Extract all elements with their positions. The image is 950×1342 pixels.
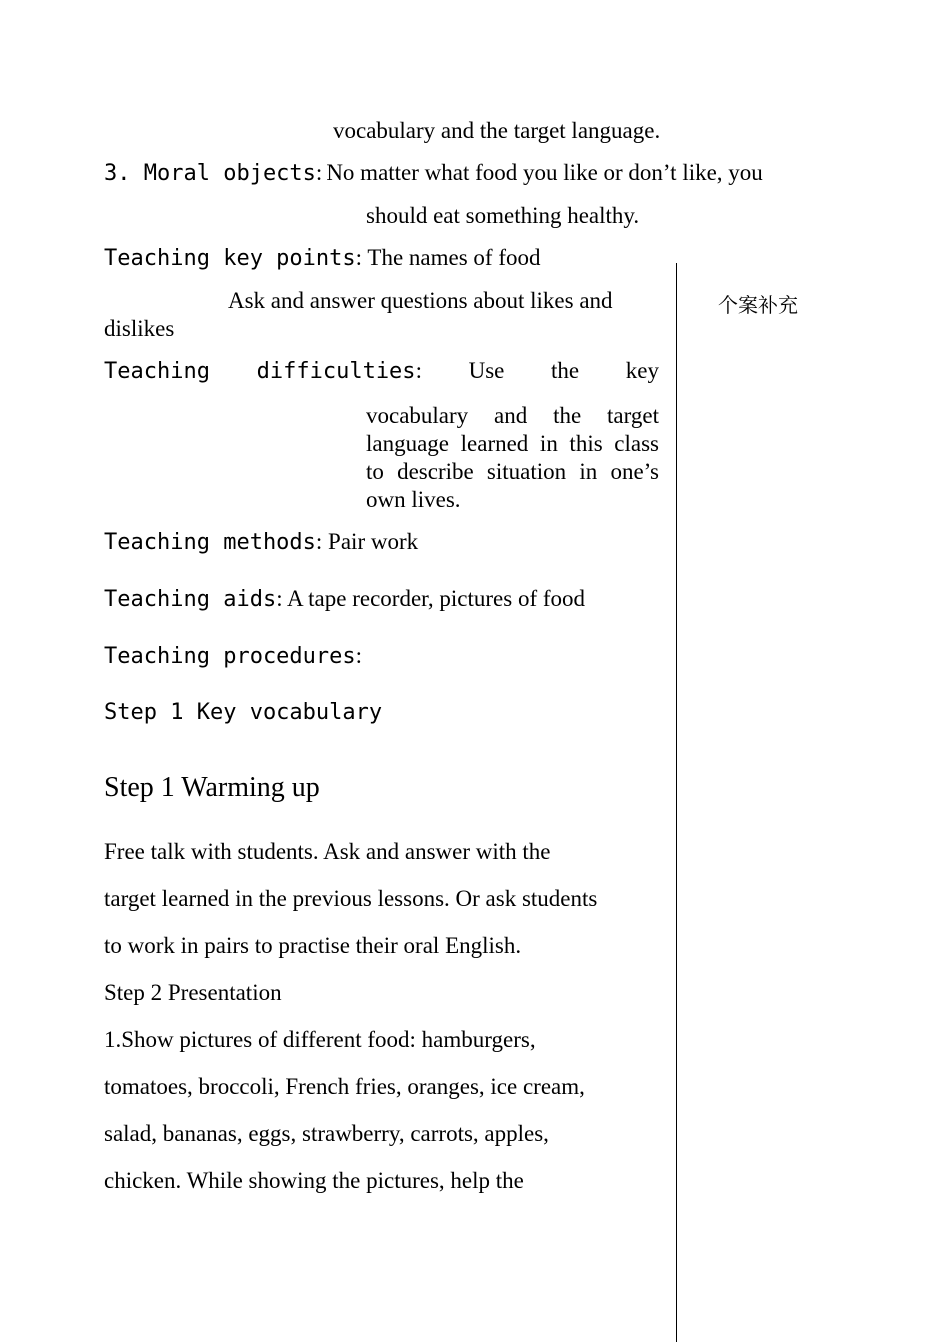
- key-points-text-2: Ask and answer questions about likes and: [228, 288, 613, 313]
- difficulties-word-3: key: [625, 358, 659, 383]
- difficulties-label-2: difficulties: [256, 359, 416, 384]
- key-points-text: : The names of food: [355, 245, 541, 270]
- procedures-colon: :: [355, 643, 363, 668]
- step2-presentation: Step 2 Presentation: [104, 980, 282, 1005]
- step1-warming-up: Step 1 Warming up: [104, 772, 320, 803]
- paragraph1-line1: Free talk with students. Ask and answer with the: [104, 839, 551, 864]
- paragraph1-line3: to work in pairs to practise their oral English.: [104, 933, 522, 958]
- moral-objects-label: 3. Moral objects: [104, 161, 316, 186]
- paragraph1-line2: target learned in the previous lessons. Or ask students: [104, 886, 598, 911]
- difficulties-line: [104, 358, 659, 384]
- difficulties-label-1: Teaching: [104, 359, 210, 384]
- procedures-label: Teaching procedures: [104, 644, 356, 669]
- methods-line: [104, 529, 418, 555]
- vocab-target-line: vocabulary and the target language.: [333, 118, 661, 143]
- side-note-label: 个案补充: [718, 293, 798, 317]
- paragraph2-line1: 1.Show pictures of different food: hamburgers,: [104, 1027, 536, 1052]
- step1-key-vocabulary: Step 1 Key vocabulary: [104, 700, 383, 725]
- difficulties-word-2: the: [551, 358, 580, 383]
- aids-text: : A tape recorder, pictures of food: [276, 586, 586, 611]
- difficulties-colon: :: [415, 358, 422, 383]
- paragraph2-line2: tomatoes, broccoli, French fries, oranges, ice cream,: [104, 1074, 585, 1099]
- aids-label: Teaching aids: [104, 587, 277, 612]
- margin-divider-line: [676, 263, 677, 1342]
- paragraph2-line3: salad, bananas, eggs, strawberry, carrots, apples,: [104, 1121, 549, 1146]
- moral-objects-line: [104, 160, 763, 186]
- difficulties-text: vocabulary and the target language learned in this class to describe situation in one’s own lives.: [366, 403, 659, 512]
- moral-objects-text-cont: should eat something healthy.: [366, 203, 640, 228]
- key-points-text-3: dislikes: [104, 316, 175, 341]
- procedures-line: [104, 643, 362, 669]
- key-points-label: Teaching key points: [104, 246, 356, 271]
- methods-text: : Pair work: [315, 529, 419, 554]
- difficulties-word-1: Use: [468, 358, 505, 383]
- moral-objects-text: No matter what food you like or don’t like, you: [326, 160, 763, 185]
- paragraph2-line4: chicken. While showing the pictures, help the: [104, 1168, 524, 1193]
- aids-line: [104, 586, 585, 612]
- key-points-line: [104, 245, 540, 271]
- moral-objects-colon: :: [315, 160, 323, 185]
- methods-label: Teaching methods: [104, 530, 316, 555]
